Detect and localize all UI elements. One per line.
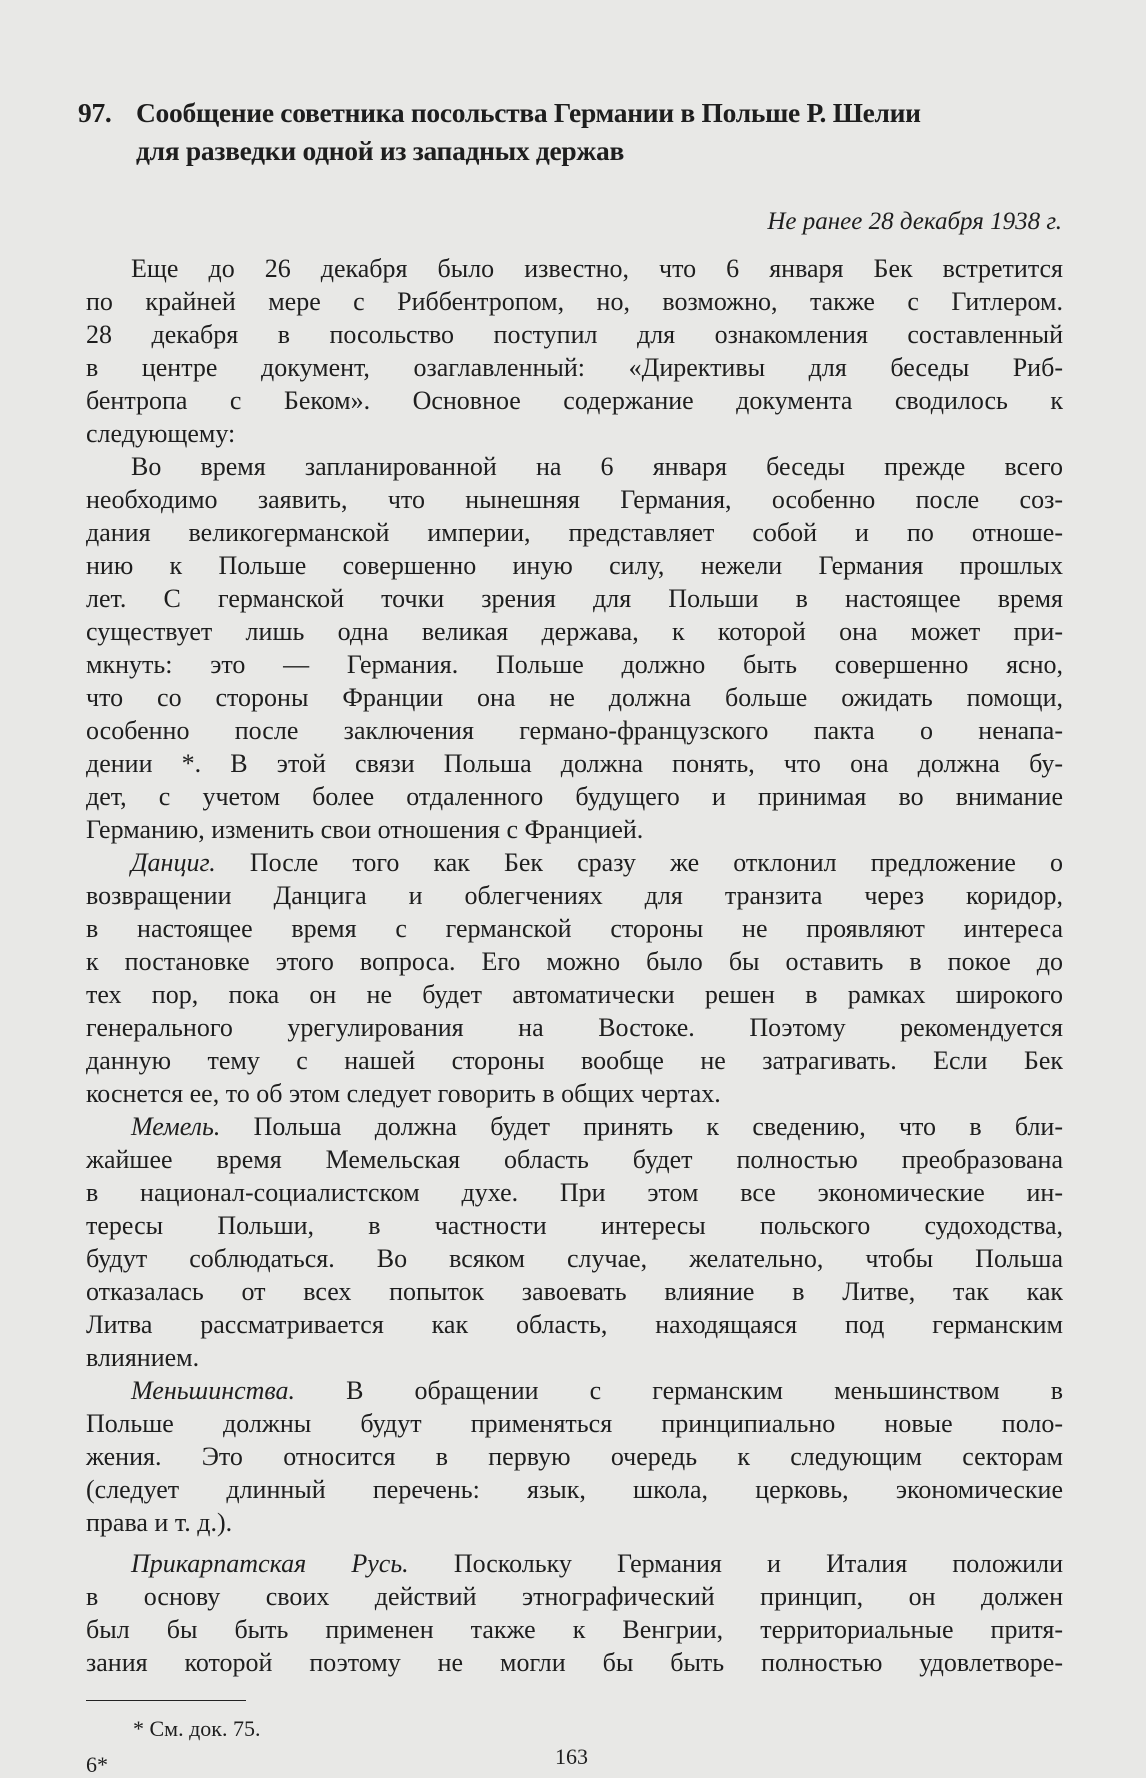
line-text: особенно после заключения германо-французского пакта о ненапа- xyxy=(86,716,1063,745)
text-line xyxy=(86,1341,1063,1374)
paragraph xyxy=(86,846,1063,1110)
text-line xyxy=(86,252,1063,285)
line-text: бентропа с Беком». Основное содержание документа сводилось к xyxy=(86,386,1063,415)
text-line xyxy=(86,1143,1063,1176)
text-line xyxy=(86,978,1063,1011)
section-lead: Прикарпатская Русь. xyxy=(131,1549,409,1578)
line-text: в национал-социалистском духе. При этом все экономические ин- xyxy=(86,1178,1063,1207)
section-lead: Мемель. xyxy=(131,1112,221,1141)
text-line xyxy=(86,285,1063,318)
line-text: 28 декабря в посольство поступил для ознакомления составленный xyxy=(86,320,1063,349)
section-lead: Данциг. xyxy=(131,848,216,877)
line-text: коснется ее, то об этом следует говорить в общих чертах. xyxy=(86,1079,721,1108)
text-line xyxy=(86,1275,1063,1308)
text-line xyxy=(86,1506,1063,1539)
line-text: существует лишь одна великая держава, к которой она может при- xyxy=(86,617,1063,646)
paragraph xyxy=(86,1110,1063,1374)
text-line xyxy=(86,780,1063,813)
text-line xyxy=(86,516,1063,549)
text-line xyxy=(86,1473,1063,1506)
line-text: жения. Это относится в первую очередь к следующим секторам xyxy=(86,1442,1063,1471)
line-text: тех пор, пока он не будет автоматически решен в рамках широкого xyxy=(86,980,1063,1009)
text-line xyxy=(86,1613,1063,1646)
text-line xyxy=(86,417,1063,450)
line-text: дания великогерманской империи, представляет собой и по отноше- xyxy=(86,518,1063,547)
document-date: Не ранее 28 декабря 1938 г. xyxy=(767,208,1062,235)
section-lead: Меньшинства. xyxy=(131,1376,296,1405)
signature-mark: 6* xyxy=(86,1752,108,1777)
line-text: генерального урегулирования на Востоке. Поэтому рекомендуется xyxy=(86,1013,1063,1042)
paragraph xyxy=(86,1374,1063,1539)
line-text: необходимо заявить, что нынешняя Германия, особенно после соз- xyxy=(86,485,1063,514)
text-line xyxy=(86,549,1063,582)
page-number: 163 xyxy=(555,1744,588,1769)
paragraph xyxy=(86,450,1063,846)
line-text: по крайней мере с Риббентропом, но, возможно, также с Гитлером. xyxy=(86,287,1063,316)
line-text: возвращении Данцига и облегчениях для транзита через коридор, xyxy=(86,881,1063,910)
line-text: дет, с учетом более отдаленного будущего и принимая во внимание xyxy=(86,782,1063,811)
text-line xyxy=(86,1646,1063,1679)
text-line xyxy=(86,714,1063,747)
document-body xyxy=(86,252,1063,1679)
paragraph xyxy=(86,252,1063,450)
text-line xyxy=(86,318,1063,351)
text-line xyxy=(86,912,1063,945)
line-text: права и т. д.). xyxy=(86,1508,233,1537)
line-text: Во время запланированной на 6 января беседы прежде всего xyxy=(131,452,1063,481)
document-title xyxy=(78,94,1068,170)
text-line xyxy=(86,1547,1063,1580)
line-text: в центре документ, озаглавленный: «Директивы для беседы Риб- xyxy=(86,353,1063,382)
line-text: данную тему с нашей стороны вообще не затрагивать. Если Бек xyxy=(86,1046,1063,1075)
text-line xyxy=(86,1209,1063,1242)
text-line xyxy=(86,615,1063,648)
text-line xyxy=(86,846,1063,879)
text-line xyxy=(86,1242,1063,1275)
text-line xyxy=(86,945,1063,978)
line-text: После того как Бек сразу же отклонил предложение о xyxy=(215,848,1063,877)
line-text: Поскольку Германия и Италия положили xyxy=(408,1549,1063,1578)
line-text: в настоящее время с германской стороны не проявляют интереса xyxy=(86,914,1063,943)
line-text: дении *. В этой связи Польша должна понять, что она должна бу- xyxy=(86,749,1063,778)
line-text: тересы Польши, в частности интересы польского судоходства, xyxy=(86,1211,1063,1240)
text-line xyxy=(86,1440,1063,1473)
line-text: Польше должны будут применяться принципиально новые поло- xyxy=(86,1409,1063,1438)
footnote-divider xyxy=(86,1700,246,1701)
text-line xyxy=(86,1044,1063,1077)
text-line xyxy=(86,351,1063,384)
text-line xyxy=(86,1110,1063,1143)
line-text: что со стороны Франции она не должна больше ожидать помощи, xyxy=(86,683,1063,712)
line-text: нию к Польше совершенно иную силу, нежели Германия прошлых xyxy=(86,551,1063,580)
text-line xyxy=(86,1308,1063,1341)
text-line xyxy=(86,1011,1063,1044)
text-line xyxy=(86,1077,1063,1110)
text-line xyxy=(86,483,1063,516)
line-text: мкнуть: это — Германия. Польше должно быть совершенно ясно, xyxy=(86,650,1063,679)
line-text: отказалась от всех попыток завоевать влияние в Литве, так как xyxy=(86,1277,1063,1306)
line-text: был бы быть применен также к Венгрии, территориальные притя- xyxy=(86,1615,1063,1644)
text-line xyxy=(86,747,1063,780)
text-line xyxy=(86,1407,1063,1440)
text-line xyxy=(86,582,1063,615)
line-text: Германию, изменить свои отношения с Францией. xyxy=(86,815,644,844)
text-line xyxy=(86,1580,1063,1613)
title-line-2: для разведки одной из западных держав xyxy=(136,135,625,166)
paragraph xyxy=(86,1547,1063,1679)
document-number: 97. xyxy=(78,97,112,128)
line-text: (следует длинный перечень: язык, школа, церковь, экономические xyxy=(86,1475,1063,1504)
line-text: Еще до 26 декабря было известно, что 6 января Бек встретится xyxy=(131,254,1063,283)
line-text: следующему: xyxy=(86,419,236,448)
line-text: Литва рассматривается как область, находящаяся под германским xyxy=(86,1310,1063,1339)
text-line xyxy=(86,681,1063,714)
text-line xyxy=(86,813,1063,846)
text-line xyxy=(86,450,1063,483)
text-line xyxy=(86,879,1063,912)
line-text: в основу своих действий этнографический принцип, он должен xyxy=(86,1582,1063,1611)
text-line xyxy=(86,1374,1063,1407)
line-text: влиянием. xyxy=(86,1343,200,1372)
text-line xyxy=(86,1176,1063,1209)
line-text: зания которой поэтому не могли бы быть полностью удовлетворе- xyxy=(86,1648,1063,1677)
text-line xyxy=(86,648,1063,681)
text-line xyxy=(86,384,1063,417)
title-line-1: Сообщение советника посольства Германии в Польше Р. Шелии xyxy=(136,97,921,128)
footnote: * См. док. 75. xyxy=(133,1716,261,1741)
line-text: жайшее время Мемельская область будет полностью преобразована xyxy=(86,1145,1063,1174)
line-text: лет. С германской точки зрения для Польши в настоящее время xyxy=(86,584,1063,613)
line-text: В обращении с германским меньшинством в xyxy=(295,1376,1063,1405)
line-text: Польша должна будет принять к сведению, что в бли- xyxy=(220,1112,1063,1141)
line-text: к постановке этого вопроса. Его можно было бы оставить в покое до xyxy=(86,947,1063,976)
line-text: будут соблюдаться. Во всяком случае, желательно, чтобы Польша xyxy=(86,1244,1063,1273)
